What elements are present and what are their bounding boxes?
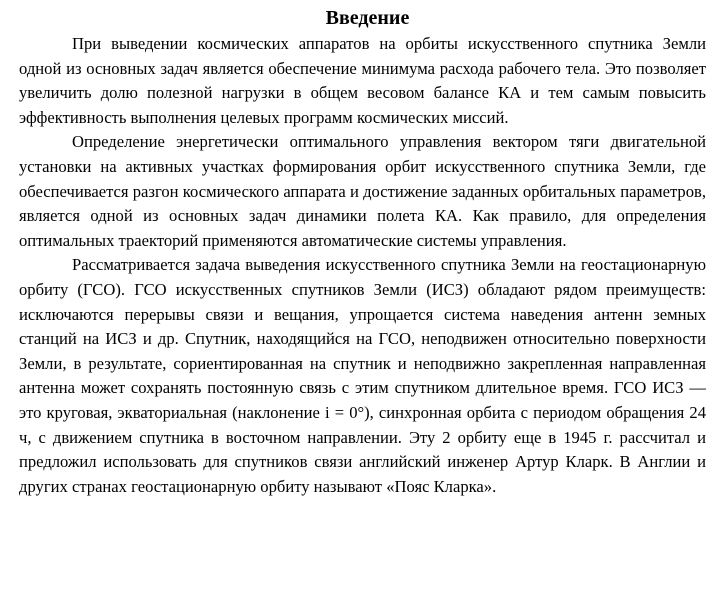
paragraph-2: Определение энергетически оптимального управления вектором тяги двигательной установки на активных участках формирования орбит искусственного спутника Земли, где обеспечивается разгон космического аппарата и достижение заданных орбитальных параметров, является одной из основных задач динамики полета КА. Как правило, для определения оптимальных траекторий применяются автоматические системы управления. <box>19 132 706 250</box>
page-title: Введение <box>325 7 410 29</box>
paragraph-3: Рассматривается задача выведения искусственного спутника Земли на геостационарную орбиту (ГСО). ГСО искусственных спутников Земли (ИСЗ) обладают рядом преимуществ: исключаются перерывы связи и вещания, упрощается система наведения антенн земных станций на ИСЗ и др. Спутник, находящийся на ГСО, неподвижен относительно поверхности Земли, в результате, сориентированная на спутник и неподвижно закрепленная направленная антенна может сохранять постоянную связь с этим спутником длительное время. ГСО ИСЗ — это круговая, экваториальная (наклонение i = 0°), синхронная орбита с периодом обращения 24 ч, с движением спутника в восточном направлении. Эту 2 орбиту еще в 1945 г. рассчитал и предложил использовать для спутников связи английский инженер Артур Кларк. В Англии и других странах геостационарную орбиту называют «Пояс Кларка». <box>19 255 706 496</box>
paragraph-1: При выведении космических аппаратов на орбиты искусственного спутника Земли одной из основных задач является обеспечение минимума расхода рабочего тела. Это позволяет увеличить долю полезной нагрузки в общем весовом балансе КА и тем самым повысить эффективность выполнения целевых программ космических миссий. <box>19 34 706 127</box>
document-page <box>19 5 706 499</box>
